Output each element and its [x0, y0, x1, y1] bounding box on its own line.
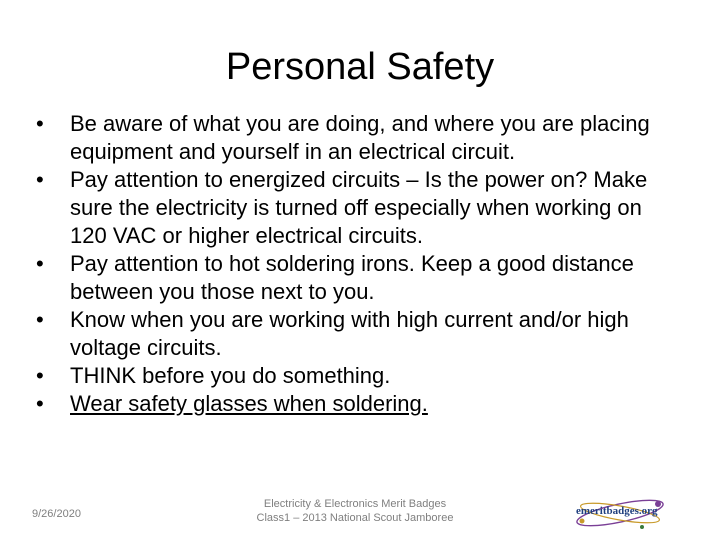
bullet-text: THINK before you do something.	[70, 363, 391, 388]
bullet-text-underlined: Wear safety glasses when soldering.	[70, 391, 428, 416]
bullet-item	[36, 250, 684, 306]
logo-text: emeritbadges.org	[576, 505, 658, 517]
bullet-marker: •	[36, 251, 44, 276]
bullet-marker: •	[36, 111, 44, 136]
bullet-text: Pay attention to energized circuits – Is the power on? Make sure the electricity is turned off especially when working on 120 VAC or higher electrical circuits.	[70, 167, 648, 248]
emeritbadges-logo	[568, 492, 668, 532]
bullet-item	[36, 110, 684, 166]
bullet-text: Know when you are working with high current and/or high voltage circuits.	[70, 307, 629, 360]
bullet-item	[36, 306, 684, 362]
footer-center-text	[230, 497, 480, 525]
bullet-text: Pay attention to hot soldering irons. Keep a good distance between you those next to you.	[70, 251, 634, 304]
bullet-marker: •	[36, 363, 44, 388]
footer-date: 9/26/2020	[32, 508, 81, 520]
bullet-marker: •	[36, 167, 44, 192]
footer-line-2: Class1 – 2013 National Scout Jamboree	[256, 512, 454, 524]
bullet-item	[36, 362, 684, 390]
bullet-marker: •	[36, 391, 44, 416]
bullet-list	[36, 110, 684, 418]
bullet-marker: •	[36, 307, 44, 332]
bullet-item	[36, 390, 684, 418]
bullet-item	[36, 166, 684, 250]
footer-line-1: Electricity & Electronics Merit Badges	[263, 498, 447, 510]
slide-title: Personal Safety	[225, 46, 495, 88]
bullet-text: Be aware of what you are doing, and where you are placing equipment and yourself in an electrical circuit.	[70, 111, 650, 164]
